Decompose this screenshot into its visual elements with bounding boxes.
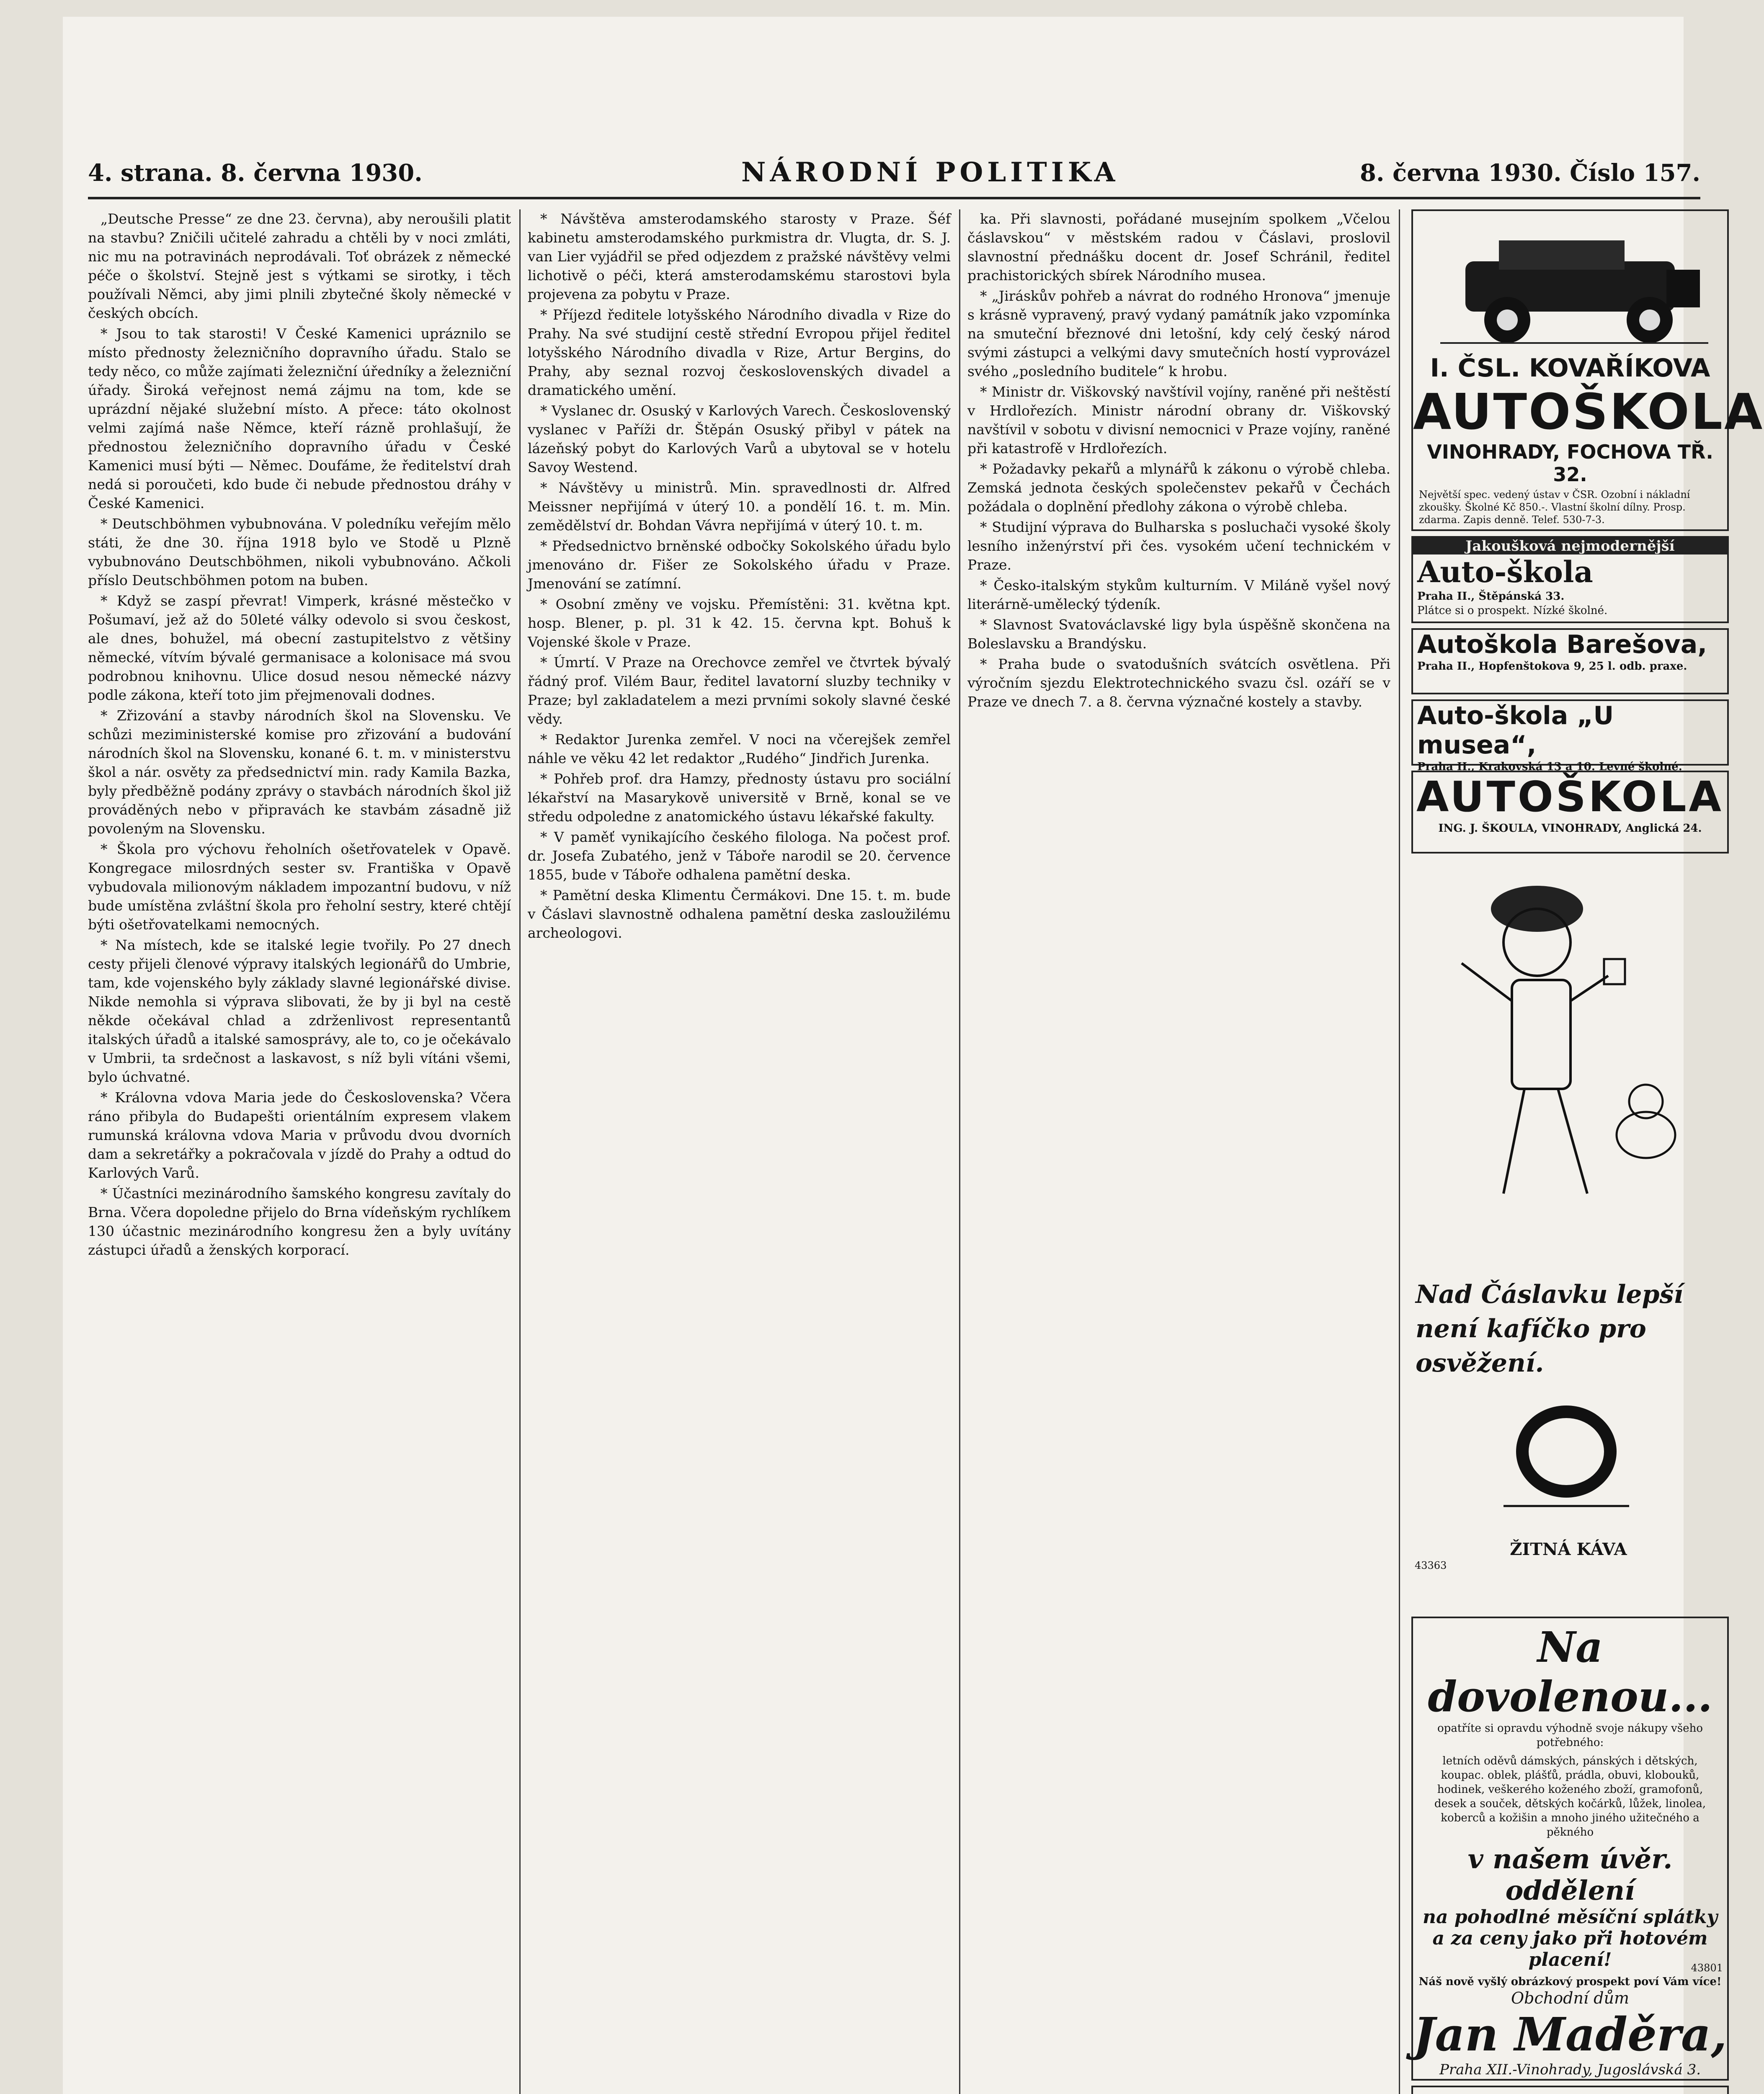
baresova-address: Praha II., Hopfenštokova 9, 25 l. odb. praxe.: [1417, 660, 1687, 673]
advertisement-column: [1411, 209, 1764, 2094]
madera-installments: na pohodlné měsíční splátky a za ceny jako při hotovém placení!: [1422, 1906, 1718, 1970]
madera-store-name: Jan Maděra,: [1413, 2007, 1727, 2061]
kovarik-ad: [1411, 209, 1764, 531]
article: * Praha bude o svatodušních svátcích osvětlena. Při výročním sjezdu Elektrotechnického svazu čsl. ozáří se v Praze ve dnech 7. a 8. června význačné kostely a stavby.: [967, 656, 1390, 710]
article: * Osobní změny ve vojsku. Přemístěni: 31. května kpt. hosp. Blener, p. pl. 31 k 42. 15. června kpt. Bohuš k Vojenské škole v Praze.: [528, 596, 951, 650]
article: * Česko-italským stykům kulturním. V Miláně vyšel nový literárně-umělecký týdeník.: [967, 577, 1390, 612]
madera-code: 43801: [1691, 1962, 1723, 1974]
article: * „Jiráskův pohřeb a návrat do rodného Hronova“ jmenuje s krásně vypravený, pravý vydaný památník jako vzpomínka na smuteční březnové dni letošní, kdy celý český národ svými zástupci a velkými davy smutečních hostí vyprovázel svého „posledního buditele“ k hrobu.: [967, 288, 1390, 379]
page-header: [88, 151, 1700, 199]
madera-ad: [1411, 1617, 1729, 2081]
article: * Předsednictvo brněnské odbočky Sokolského úřadu bylo jmenováno dr. Fišer ze Sokolského úřadu v Praze. Jmenování se zatímní.: [528, 538, 951, 592]
madera-prospekt: Náš nově vyšlý obrázkový prospekt poví Vám více!: [1418, 1975, 1722, 1988]
article: * Pohřeb prof. dra Hamzy, přednosty ústavu pro sociální lékařství na Masarykově universitě v Brně, konal se ve středu odpoledne z anatomického ústavu lékařské fakulty.: [528, 771, 951, 825]
article: „Deutsche Presse“ ze dne 23. června), aby neroušili platit na stavbu? Zničili učitelé zahradu a chtěli by v noci zmláti, nic mu na potravinách neprodávali. Toť obrázek z německé péče o školství. Stejně jest s výtkami se sirotky, i těch používali Němci, aby jimi plnili zbytečné školy německé v českých obcích.: [88, 211, 511, 321]
stepanska-ad: [1411, 536, 1729, 623]
stepanska-address: Praha II., Štěpánská 33.: [1417, 590, 1565, 603]
article: * Úmrtí. V Praze na Orechovce zemřel ve čtvrtek bývalý řádný prof. Vilém Baur, ředitel lavatorní sluzby techniky v Praze; byl zakladatelem a mezi prvními sokoly slavné české vědy.: [528, 654, 951, 727]
madera-store-type: Obchodní dům: [1511, 1989, 1629, 2007]
stepanska-top: Jakoušková nejmodernější: [1413, 538, 1727, 554]
madera-credit: v našem úvěr. oddělení: [1467, 1844, 1673, 1906]
article: * Škola pro výchovu řeholních ošetřovatelek v Opavě. Kongregace milosrdných sester sv. Františka v Opavě vybudovala milionovým nákladem impozantní budovu, v níž bude umístěna zvláštní škola pro řeholní sestry, které chtějí býti ošetřovatelkami nemocných.: [88, 841, 511, 933]
article: * Zřizování a stavby národních škol na Slovensku. Ve schůzi meziministerské komise pro zřizování a budování národních škol na Slovensku, konané 6. t. m. v ministerstvu škol a nár. osvěty za předsednictví min. rady Kamila Bazka, byly předběžně podány zprávy o stavbách národních škol již prováděných nebo v připravách ke stavbám zásadně již povoleným na Slovensku.: [88, 707, 511, 837]
caslavka-logo: [1411, 1380, 1721, 1540]
madera-title: Na dovolenou...: [1428, 1622, 1712, 1721]
article: * Studijní výprava do Bulharska s posluchači vysoké školy lesního inženýrství při čes. vysokém učení technickém v Praze.: [967, 519, 1390, 573]
article: * Požadavky pekařů a mlynářů k zákonu o výrobě chleba. Zemská jednota českých společenstev pekařů v Čechách požádala o doplnění předlohy zákona o výrobě chleba.: [967, 461, 1390, 515]
article: * Vyslanec dr. Osuský v Karlových Varech. Československý vyslanec v Paříži dr. Štěpán Osuský přibyl v pátek na lázeňský pobyt do Karlových Varů a ubytoval se v hotelu Savoy Westend.: [528, 402, 951, 475]
column-1: [88, 209, 511, 2094]
article: * V paměť vynikajícího českého filologa. Na počest prof. dr. Josefa Zubatého, jenž v Táboře narodil se 20. července 1855, bude v Táboře odhalena pamětní deska.: [528, 829, 951, 883]
stepanska-title: Auto-škola: [1417, 554, 1593, 589]
car-illustration: [1415, 215, 1725, 353]
column-3: [967, 209, 1390, 2094]
column-2: [528, 209, 951, 2094]
musea-title: Auto-škola „U musea“,: [1417, 701, 1614, 760]
musea-ad: [1411, 699, 1729, 773]
article: * Ministr dr. Viškovský navštívil vojíny, raněné při neštěstí v Hrdlořezích. Ministr národní obrany dr. Viškovský navštívil v sobotu v divisní nemocnici v Praze vojíny, raněné při katastrofě v Hrdlořezích.: [967, 384, 1390, 456]
kovarik-line2: AUTOŠKOLA: [1413, 383, 1764, 441]
article: * Pamětní deska Klimentu Čermákovi. Dne 15. t. m. bude v Čáslavi slavnostně odhalena pamětní deska zasloužilému archeologovi.: [528, 887, 951, 941]
article: * Redaktor Jurenka zemřel. V noci na včerejšek zemřel náhle ve věku 42 let redaktor „Rudého“ Jindřich Jurenka.: [528, 731, 951, 766]
baresova-ad: [1411, 628, 1729, 694]
kovarik-details: Největší spec. vedený ústav v ČSR. Ozobní i nákladní zkoušky. Školné Kč 850.-. Vlastní školní dílny. Prosp. zdarma. Zapis denně. Telef. 530-7-3.: [1419, 489, 1690, 526]
vylet-ad: [1411, 2086, 1729, 2094]
article: * Když se zaspí převrat! Vimperk, krásné městečko v Pošumaví, jež až do 50leté války odevolo si svou českost, ale dnes, bohužel, má obecní zastupitelstvo z většiny německé, vítvím bývalé germanisace a kolonisace má svou podrobnou knihovnu. Ulice dosud nesou německé názvy podle zákona, kteří toto jim přejmenovali dodnes.: [88, 593, 511, 703]
caslavka-brand: ŽITNÁ KÁVA: [1510, 1540, 1627, 1559]
article: * Návštěva amsterodamského starosty v Praze. Šéf kabinetu amsterodamského purkmistra dr. Vlugta, dr. S. J. van Lier vyjádřil se před odjezdem z pražské návštěvy velmi lichotivě o péči, která amsterodamskému starostovi byla projevena za pobytu v Praze.: [528, 211, 951, 302]
madera-address: Praha XII.-Vinohrady, Jugoslávská 3.: [1439, 2061, 1701, 2078]
caslavka-code: 43363: [1415, 1560, 1447, 1571]
stepanska-note: Plátce si o prospekt. Nízké školné.: [1417, 604, 1608, 617]
article: * Královna vdova Maria jede do Československa? Včera ráno přibyla do Budapešti orientálním expresem vlakem rumunská královna vdova Maria v průvodu dvou dvorních dam a sekretářky a pokračovala v jízdě do Prahy a odtud do Karlových Varů.: [88, 1089, 511, 1181]
kovarik-line1: I. ČSL. KOVAŘÍKOVA: [1430, 353, 1710, 383]
column-rule: [519, 209, 521, 2094]
boy-with-cup-illustration: [1411, 859, 1721, 1277]
article: * Účastníci mezinárodního šamského kongresu zavítaly do Brna. Včera dopoledne přijelo do Brna vídeňským rychlíkem 130 účastnic mezinárodního kongresu žen a byly uvítány zástupci úřadů a ženských korporací.: [88, 1185, 511, 1258]
baresova-title: Autoškola Barešova,: [1417, 630, 1707, 659]
article: * Jsou to tak starosti! V České Kamenici upráznilo se místo přednosty železničního dopravního úřadu. Stalo se tedy něco, co může zajímati železniční úředníky a železniční úřady. Široká veřejnost nemá zájmu na tom, kde se uprázdní nějaké služební místo. A přece: táto okolnost velmi zajímá naše Němce, kteří rázně prohlašují, že přednostou železničního dopravního úřadu v České Kamenici musí býti — Němec. Doufáme, že ředitelství drah nedá si poroučeti, kdo bude či nebude přednostou dráhy v České Kamenici.: [88, 325, 511, 511]
kovarik-line3: VINOHRADY, FOCHOVA TŘ. 32.: [1427, 441, 1713, 486]
newspaper-page: [63, 17, 1764, 2094]
article: ka. Při slavnosti, pořádané musejním spolkem „Včelou čáslavskou“ v městském radou v Čáslavi, proslovil slavnostní přednášku docent dr. Josef Schránil, ředitel prachistorických sbírek Národního musea.: [967, 211, 1390, 284]
article: * Slavnost Svatováclavské ligy byla úspěšně skončena na Boleslavsku a Brandýsku.: [967, 616, 1390, 652]
madera-goods: letních oděvů dámských, pánských i dětských, koupac. oblek, plášťů, prádla, obuvi, klobouků, hodinek, veškerého koženého zboží, gramofonů, desek a souček, dětských kočárků, lůžek, linolea, koberců a kožišin a mnoho jiného užitečného a pěkného: [1434, 1755, 1706, 1839]
column-rule: [959, 209, 960, 2094]
masthead: NÁRODNÍ POLITIKA: [741, 157, 1119, 188]
madera-intro: opatříte si opravdu výhodně svoje nákupy všeho potřebného:: [1437, 1722, 1703, 1749]
article: * Na místech, kde se italské legie tvořily. Po 27 dnech cesty přijeli členové výpravy italských legionářů do Umbrie, tam, kde vojenského byly základy slavné legionářské divise. Nikde nemohla si výprava slibovati, že by ji byl na cestě někde očekával chlad a zdrženlivost representantů italských úřadů a italské samosprávy, ale to, co je očekávalo v Umbrii, ta srdečnost a laskavost, s níž byli vítáni všemi, bylo úchvatné.: [88, 937, 511, 1085]
header-left: 4. strana. 8. června 1930.: [88, 159, 423, 187]
skoula-title: AUTOŠKOLA: [1416, 772, 1724, 821]
header-right: 8. června 1930. Číslo 157.: [1360, 159, 1700, 187]
caslavka-ad: [1411, 859, 1725, 1608]
column-rule: [1399, 209, 1400, 2094]
skoula-address: ING. J. ŠKOULA, VINOHRADY, Anglická 24.: [1438, 822, 1702, 835]
article: * Deutschböhmen vybubnována. V poledníku veřejím mělo státi, že dne 30. října 1918 bylo ve Stodě u Plzně vybubnováno Deutschböhmen, nikoli vybubnováno. Ačkoli příslo Deutschböhmen potom na buben.: [88, 516, 511, 588]
musea-address: Praha II., Krakovská 13 a 10. Levné školné.: [1417, 761, 1682, 773]
skoula-ad: [1411, 771, 1729, 854]
caslavka-slogan: Nad Čáslavku lepší není kafíčko pro osvěžení.: [1416, 1280, 1684, 1378]
article: * Příjezd ředitele lotyšského Národního divadla v Rize do Prahy. Na své studijní cestě střední Evropou přijel ředitel lotyšského Národního divadla v Rize, Artur Bergins, do Prahy, aby seznal rozvoj československých divadel a dramatického umění.: [528, 307, 951, 398]
article: * Návštěvy u ministrů. Min. spravedlnosti dr. Alfred Meissner nepřijímá v úterý 10. a pondělí 16. t. m. Min. zemědělství dr. Bohdan Vávra nepřijímá v úterý 10. t. m.: [528, 480, 951, 534]
